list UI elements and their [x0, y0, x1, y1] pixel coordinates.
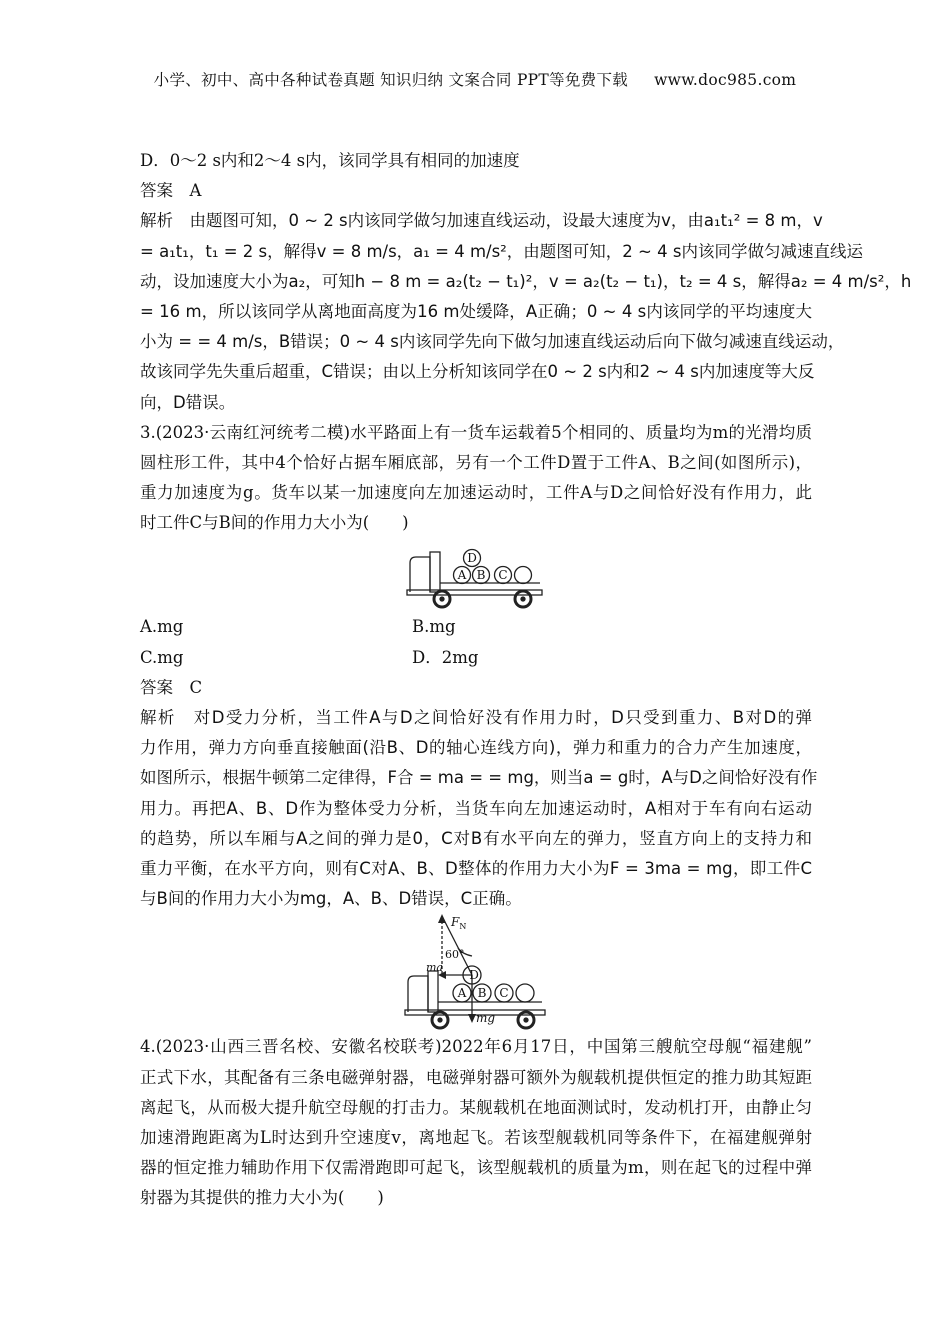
q3-stem-line: 重力加速度为g。货车以某一加速度向左加速运动时，工件A与D之间恰好没有作用力，此: [140, 483, 812, 503]
rear-wheel-hub: [524, 1018, 528, 1022]
page-header: [0, 68, 950, 90]
q2-analysis-line: 故该同学先失重后超重，C错误；由以上分析知该同学在0 ~ 2 s内和2 ~ 4 s内加速度等大反: [140, 362, 815, 382]
q2-analysis-line: 小为 = = 4 m/s，B错误；0 ~ 4 s内该同学先向下做匀加速直线运动后向下做匀减速直线运动，: [140, 332, 845, 352]
q3-options-row1: [140, 612, 812, 642]
header-text: 小学、初中、高中各种试卷真题 知识归纳 文案合同 PPT等免费下载: [153, 71, 629, 89]
front-wheel-hub: [440, 597, 444, 601]
mg-label: mg: [476, 1011, 496, 1026]
q2-analysis-line: = 16 m，所以该同学从离地面高度为16 m处缓降，A正确；0 ~ 4 s内该同学的平均速度大: [140, 301, 812, 321]
q4-stem-line: 器的恒定推力辅助作用下仅需滑跑即可起飞，该型舰载机的质量为m，则在起飞的过程中弹: [140, 1158, 812, 1178]
q4-stem-line: 射器为其提供的推力大小为( ): [140, 1188, 384, 1208]
force-figure: [140, 914, 812, 1032]
truck-cab-back: [430, 552, 440, 592]
label-b: B: [476, 568, 486, 583]
q3-analysis-line: 用力。再把A、B、D作为整体受力分析，当货车向左加速运动时，A相对于车有向右运动: [140, 798, 812, 818]
label-c: C: [498, 568, 508, 583]
truck-cab: [410, 557, 430, 592]
header-site: www.doc985.com: [654, 71, 797, 89]
q2-analysis-line: = a₁t₁，t₁ = 2 s，解得v = 8 m/s，a₁ = 4 m/s²，由题图可知，2 ~ 4 s内该同学做匀减速直线运: [140, 241, 863, 261]
q4-stem-line: 正式下水，其配备有三条电磁弹射器，电磁弹射器可额外为舰载机提供恒定的推力助其短距: [140, 1067, 812, 1087]
q2-answer: 答案 A: [140, 181, 202, 201]
label-b: B: [477, 986, 487, 1001]
q3-option-d: D．2mg: [412, 647, 479, 667]
truck-cab: [408, 976, 428, 1012]
front-wheel-hub: [438, 1018, 442, 1022]
q4-stem-line: 加速滑跑距离为L时达到升空速度v，离地起飞。若该型舰载机同等条件下，在福建舰弹射: [140, 1127, 812, 1147]
truck-cab-back: [428, 971, 438, 1012]
ma-label: ma: [426, 961, 443, 975]
q4-stem-line: 4.(2023·山西三晋名校、安徽名校联考)2022年6月17日，中国第三艘航空母舰“福建舰”: [140, 1037, 812, 1057]
document-body: [140, 146, 912, 1213]
q3-stem-line: 3.(2023·云南红河统考二模)水平路面上有一货车运载着5个相同的、质量均为m的光滑均质: [140, 422, 812, 442]
truck-figure: [140, 538, 812, 612]
cylinder-e: [516, 984, 534, 1002]
label-d: D: [469, 968, 479, 983]
fn-label: $F_N$: [451, 915, 467, 932]
q2-option-d: D．0～2 s内和2～4 s内，该同学具有相同的加速度: [140, 151, 520, 170]
fn-arrowhead: [438, 914, 446, 923]
q3-analysis-line: 力作用，弹力方向垂直接触面(沿B、D的轴心连线方向)，弹力和重力的合力产生加速度，: [140, 738, 812, 758]
q2-analysis-line: 向，D错误。: [140, 392, 236, 412]
q3-analysis-line: 与B间的作用力大小为mg，A、B、D错误，C正确。: [140, 889, 522, 909]
q3-analysis-line: 如图所示，根据牛顿第二定律得，F合 = ma = = mg，则当a = g时，A与D之间恰好没有作: [140, 768, 818, 788]
truck-diagram: [140, 538, 812, 612]
q2-analysis-line: 动，设加速度大小为a₂，可知h − 8 m = a₂(t₂ − t₁)²，v = a₂(t₂ − t₁)，t₂ = 4 s，解得a₂ = 4 m/s²，h: [140, 271, 912, 291]
angle-label: 60°: [445, 948, 465, 962]
q3-option-c: C.mg: [140, 647, 184, 667]
label-c: C: [499, 986, 509, 1001]
q3-options-row2: [140, 643, 812, 673]
label-d: D: [467, 551, 477, 566]
q4-stem-line: 离起飞，从而极大提升航空母舰的打击力。某舰载机在地面测试时，发动机打开，由静止匀: [140, 1097, 812, 1117]
mg-arrowhead: [468, 1014, 476, 1023]
q3-option-a: A.mg: [140, 617, 184, 637]
q3-answer: 答案 C: [140, 677, 203, 697]
q3-analysis-line: 的趋势，所以车厢与A之间的弹力是0，C对B有水平向左的弹力，竖直方向上的支持力和: [140, 828, 812, 848]
label-a: A: [457, 568, 467, 583]
cylinder-e: [515, 567, 532, 584]
rear-wheel-hub: [521, 597, 525, 601]
q3-analysis-line: 重力平衡，在水平方向，则有C对A、B、D整体的作用力大小为F = 3ma = mg，即工件C: [140, 858, 812, 878]
q3-option-b: B.mg: [412, 617, 456, 637]
force-diagram: [140, 914, 812, 1032]
q2-analysis-line: 解析 由题图可知，0 ~ 2 s内该同学做匀加速直线运动，设最大速度为v，由a₁t₁² = 8 m，v: [140, 211, 823, 231]
q3-stem-line: 时工件C与B间的作用力大小为( ): [140, 513, 409, 533]
label-a: A: [457, 986, 467, 1001]
q3-analysis-line: 解析 对D受力分析，当工件A与D之间恰好没有作用力时，D只受到重力、B对D的弹: [140, 708, 812, 727]
q3-stem-line: 圆柱形工件，其中4个恰好占据车厢底部，另有一个工件D置于工件A、B之间(如图所示)，: [140, 452, 812, 472]
